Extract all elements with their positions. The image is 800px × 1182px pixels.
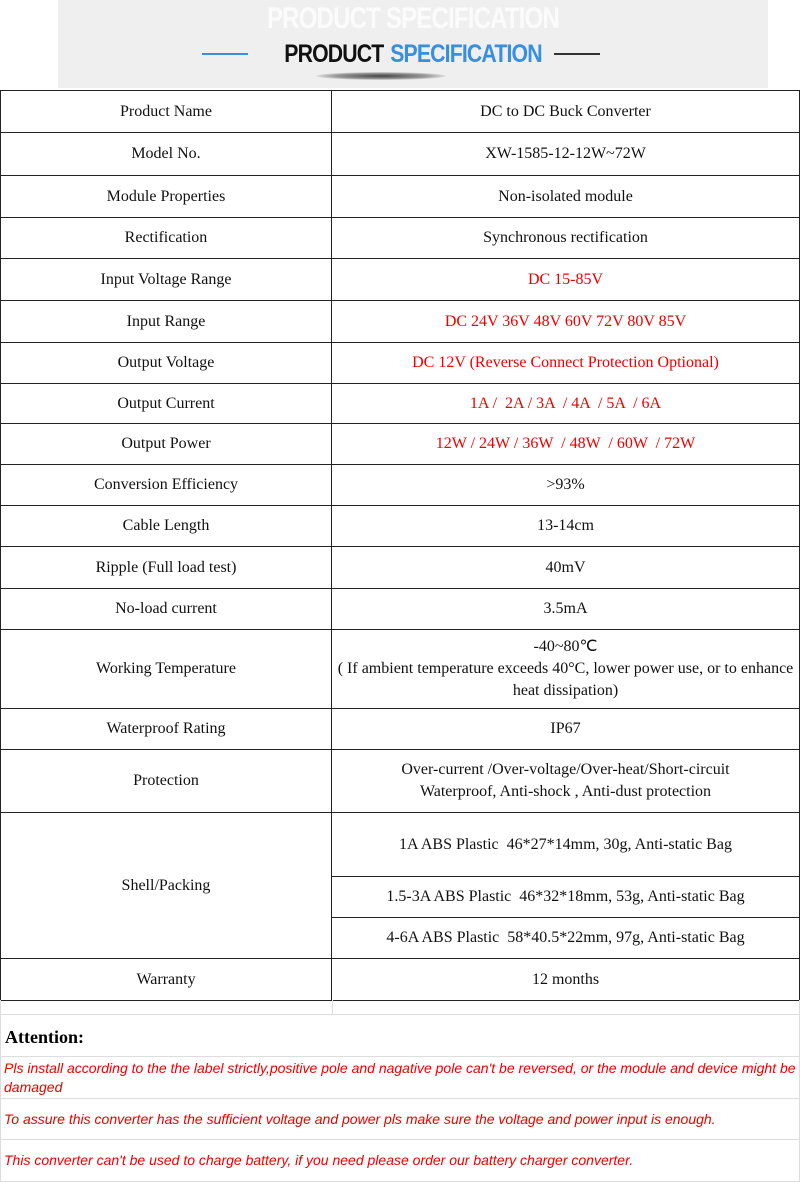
table-row [1, 959, 800, 1001]
spec-key: Model No. [1, 133, 332, 176]
spec-value: Synchronous rectification [332, 218, 800, 259]
spec-key: Shell/Packing [1, 813, 332, 959]
title-shadow [316, 72, 446, 80]
table-row [1, 343, 800, 384]
spec-key: Waterproof Rating [1, 709, 332, 750]
table-row [1, 465, 800, 506]
spec-key: Output Current [1, 384, 332, 424]
table-row [1, 709, 800, 750]
spec-key: Input Voltage Range [1, 259, 332, 301]
spacer-row [0, 1000, 800, 1015]
spec-value: 40mV [332, 547, 800, 589]
spec-value: >93% [332, 465, 800, 506]
spec-value: 13-14cm [332, 506, 800, 547]
spec-value: XW-1585-12-12W~72W [332, 133, 800, 176]
spec-key: Conversion Efficiency [1, 465, 332, 506]
table-row [1, 218, 800, 259]
spec-key: Output Power [1, 424, 332, 465]
table-row [1, 630, 800, 709]
spec-key: Output Voltage [1, 343, 332, 384]
protection-line-1: Over-current /Over-voltage/Over-heat/Short-circuit [401, 761, 730, 778]
spec-key: Warranty [1, 959, 332, 1001]
spec-key: Input Range [1, 301, 332, 343]
attention-section [0, 1000, 800, 1182]
spec-value: 12W / 24W / 36W / 48W / 60W / 72W [332, 424, 800, 465]
table-row [1, 384, 800, 424]
table-row [1, 176, 800, 218]
attention-note: This converter can't be used to charge battery, if you need please order our battery charger converter. [0, 1140, 800, 1182]
spec-value [332, 630, 800, 709]
spec-key: Module Properties [1, 176, 332, 218]
spec-key: Rectification [1, 218, 332, 259]
table-row [1, 301, 800, 343]
spec-value: 12 months [332, 959, 800, 1001]
spec-value: IP67 [332, 709, 800, 750]
table-row [1, 506, 800, 547]
temp-note: ( If ambient temperature exceeds 40°C, lower power use, or to enhance heat dissipation) [337, 660, 794, 699]
attention-note: Pls install according to the the label strictly,positive pole and nagative pole can't be reversed, or the module and device might be damaged [0, 1057, 800, 1099]
spec-value [332, 750, 800, 813]
banner-watermark: PRODUCT SPECIFICATION [266, 2, 560, 35]
spec-value: DC 24V 36V 48V 60V 72V 80V 85V [332, 301, 800, 343]
table-row [1, 259, 800, 301]
header-banner [58, 0, 768, 88]
spec-value: Non-isolated module [332, 176, 800, 218]
table-row [1, 424, 800, 465]
temp-range: -40~80℃ [533, 638, 598, 655]
spec-value: 1A ABS Plastic 46*27*14mm, 30g, Anti-static Bag [332, 813, 800, 877]
protection-line-2: Waterproof, Anti-shock , Anti-dust protection [419, 783, 712, 800]
title-part-1: PRODUCT [284, 40, 384, 68]
table-row [1, 91, 800, 133]
divider-right [554, 53, 600, 55]
table-row [1, 133, 800, 176]
table-row [1, 813, 800, 877]
spec-value: DC 15-85V [332, 259, 800, 301]
spec-key: No-load current [1, 589, 332, 630]
title-part-2: SPECIFICATION [390, 40, 542, 68]
spec-key: Product Name [1, 91, 332, 133]
spec-key: Working Temperature [1, 630, 332, 709]
spec-table [0, 90, 800, 1001]
spec-key: Protection [1, 750, 332, 813]
table-row [1, 589, 800, 630]
table-row [1, 750, 800, 813]
spec-value: 1A / 2A / 3A / 4A / 5A / 6A [332, 384, 800, 424]
spec-key: Cable Length [1, 506, 332, 547]
spec-value: DC 12V (Reverse Connect Protection Optional) [332, 343, 800, 384]
spec-value: 4-6A ABS Plastic 58*40.5*22mm, 97g, Anti-static Bag [332, 918, 800, 959]
page-title [111, 40, 715, 68]
spec-value: 1.5-3A ABS Plastic 46*32*18mm, 53g, Anti-static Bag [332, 877, 800, 918]
attention-heading: Attention: [0, 1015, 800, 1057]
attention-note: To assure this converter has the sufficient voltage and power pls make sure the voltage and power input is enough. [0, 1099, 800, 1140]
table-row [1, 547, 800, 589]
spec-key: Ripple (Full load test) [1, 547, 332, 589]
spec-value: DC to DC Buck Converter [332, 91, 800, 133]
spec-value: 3.5mA [332, 589, 800, 630]
